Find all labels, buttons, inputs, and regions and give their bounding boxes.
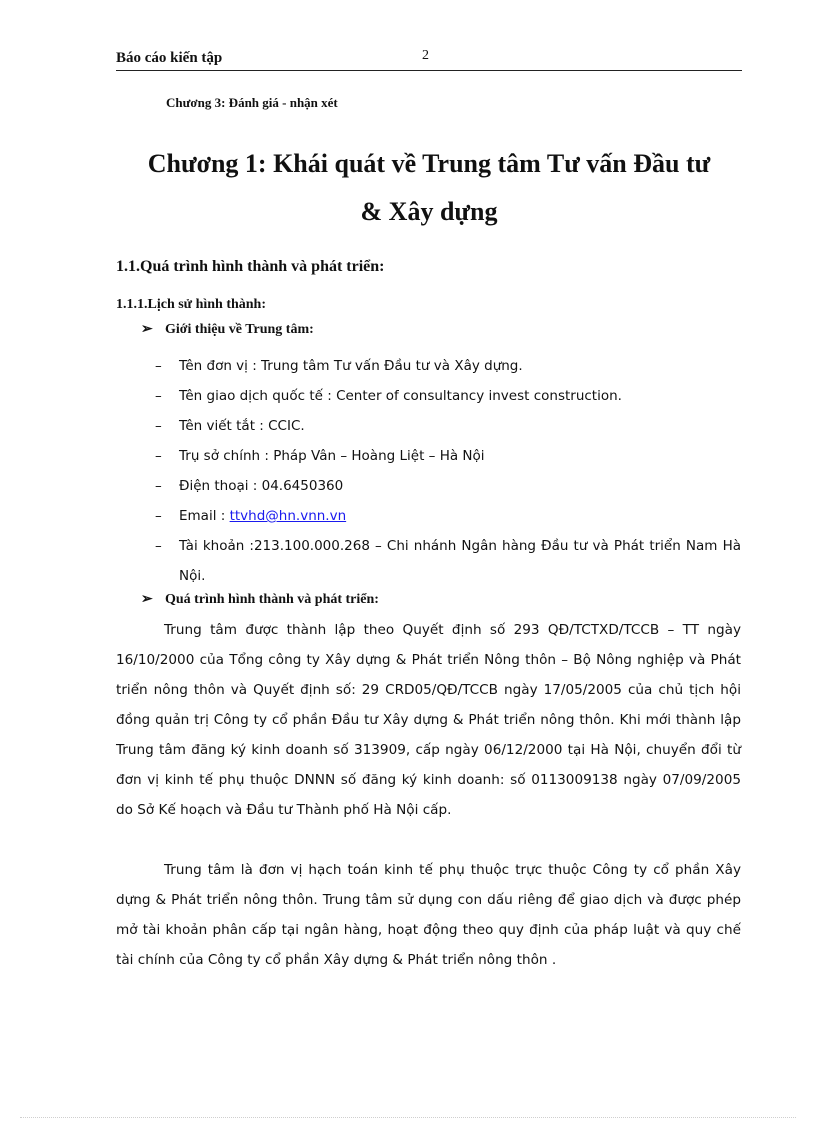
intl-name: Tên giao dịch quốc tế : Center of consultancy invest construction. — [179, 388, 622, 404]
page-header — [116, 50, 742, 71]
header-title: Báo cáo kiến tập — [116, 50, 223, 66]
unit-name: Tên đơn vị : Trung tâm Tư vấn Đầu tư và Xây dựng. — [179, 358, 523, 374]
arrow-bullet-icon: ➢ — [141, 322, 153, 337]
phone: Điện thoại : 04.6450360 — [179, 478, 344, 494]
page-bottom-divider — [20, 1117, 796, 1118]
section-1-1-heading: 1.1.Quá trình hình thành và phát triển: — [116, 258, 385, 275]
chapter-3-line: Chương 3: Đánh giá - nhận xét — [166, 95, 338, 110]
headquarters: Trụ sở chính : Pháp Vân – Hoàng Liệt – Hà Nội — [179, 448, 485, 464]
chapter-1-title-line2: & Xây dựng — [360, 197, 498, 226]
list-item — [155, 501, 741, 531]
email-label: Email : — [179, 508, 230, 524]
arrow-bullet-icon: ➢ — [141, 592, 153, 607]
section-1-1-1-heading: 1.1.1.Lịch sử hình thành: — [116, 297, 267, 312]
dash-bullet-icon: – — [155, 508, 162, 524]
chapter-1-title — [116, 140, 742, 236]
center-details-list — [155, 351, 741, 591]
list-item — [155, 411, 741, 441]
dash-bullet-icon: – — [155, 388, 162, 404]
bank-account: Tài khoản :213.100.000.268 – Chi nhánh Ngân hàng Đầu tư và Phát triển Nam Hà Nội. — [179, 538, 741, 584]
page-number: 2 — [422, 48, 429, 63]
bullet-process-label: Quá trình hình thành và phát triển: — [165, 592, 379, 607]
bullet-process — [141, 591, 379, 608]
list-item — [155, 351, 741, 381]
dash-bullet-icon: – — [155, 448, 162, 464]
history-paragraph-2: Trung tâm là đơn vị hạch toán kinh tế phụ thuộc trực thuộc Công ty cổ phần Xây dựng & Phát triển nông thôn. Trung tâm sử dụng con dấu riêng để giao dịch và được phép mở tài khoản phân cấp tại ngân hàng, hoạt động theo quy định của pháp luật và quy chế tài chính của Công ty cổ phần Xây dựng & Phát triển nông thôn . — [116, 862, 741, 968]
email-link[interactable]: ttvhd@hn.vnn.vn — [229, 508, 347, 524]
list-item — [155, 471, 741, 501]
bullet-intro-label: Giới thiệu về Trung tâm: — [165, 322, 314, 337]
abbreviation: Tên viết tắt : CCIC. — [179, 418, 305, 434]
dash-bullet-icon: – — [155, 478, 162, 494]
dash-bullet-icon: – — [155, 358, 162, 374]
chapter-1-title-line1: Chương 1: Khái quát về Trung tâm Tư vấn Đầu tư — [147, 149, 711, 178]
list-item — [155, 531, 741, 591]
list-item — [155, 441, 741, 471]
list-item — [155, 381, 741, 411]
dash-bullet-icon: – — [155, 538, 162, 554]
dash-bullet-icon: – — [155, 418, 162, 434]
bullet-intro — [141, 321, 314, 338]
history-paragraph-1: Trung tâm được thành lập theo Quyết định số 293 QĐ/TCTXD/TCCB – TT ngày 16/10/2000 của Tổng công ty Xây dựng & Phát triển Nông thôn – Bộ Nông nghiệp và Phát triển nông thôn và Quyết định số: 29 CRD05/QĐ/TCCB ngày 17/05/2005 của chủ tịch hội đồng quản trị Công ty cổ phần Đầu tư Xây dựng & Phát triển nông thôn. Khi mới thành lập Trung tâm đăng ký kinh doanh số 313909, cấp ngày 06/12/2000 tại Hà Nội, chuyển đổi từ đơn vị kinh tế phụ thuộc DNNN số đăng ký kinh doanh: số 0113009138 ngày 07/09/2005 do Sở Kế hoạch và Đầu tư Thành phố Hà Nội cấp. — [116, 622, 741, 818]
